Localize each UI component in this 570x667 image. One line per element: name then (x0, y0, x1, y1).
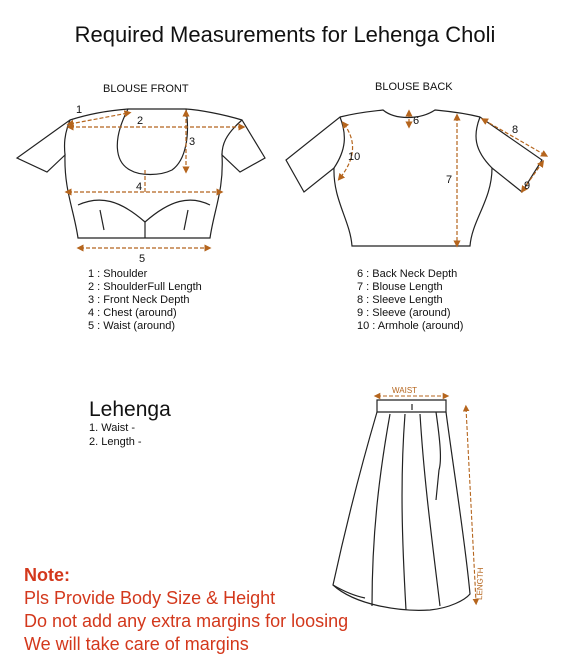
note-line: We will take care of margins (24, 634, 249, 654)
blouse-back-drawing (286, 110, 542, 246)
marker-6: 6 (413, 115, 420, 127)
legend-item: 10 : Armhole (around) (357, 320, 464, 332)
blouse-front-drawing (17, 109, 265, 238)
blouse-front-label: BLOUSE FRONT (103, 83, 189, 95)
marker-10: 10 (348, 151, 361, 163)
legend-item: 4 : Chest (around) (88, 307, 177, 319)
note-heading: Note: (24, 565, 70, 585)
blouse-front-measure-lines (68, 113, 242, 248)
legend-item: 2 : ShoulderFull Length (88, 281, 202, 293)
lehenga-item-waist: 1. Waist - (89, 422, 136, 434)
marker-8: 8 (512, 124, 519, 136)
blouse-back-label: BLOUSE BACK (375, 81, 453, 93)
lehenga-drawing (333, 400, 470, 610)
lehenga-measure-lines (377, 396, 476, 602)
note-block (24, 564, 348, 656)
marker-4: 4 (136, 181, 143, 193)
legend-item: 3 : Front Neck Depth (88, 294, 190, 306)
note-line: Do not add any extra margins for loosing (24, 611, 349, 631)
note-line: Pls Provide Body Size & Height (24, 588, 276, 608)
lehenga-waist-label: WAIST (392, 386, 418, 395)
legend-item: 7 : Blouse Length (357, 281, 443, 293)
legend-item: 9 : Sleeve (around) (357, 307, 451, 319)
lehenga-length-label: LENGTH (475, 567, 486, 601)
lehenga-measurement-list (89, 421, 142, 449)
marker-2: 2 (137, 115, 144, 127)
page-title: Required Measurements for Lehenga Choli (74, 22, 496, 47)
lehenga-title: Lehenga (89, 398, 171, 421)
marker-5: 5 (139, 253, 146, 265)
marker-9: 9 (524, 180, 531, 192)
lehenga-item-length: 2. Length - (89, 436, 142, 448)
legend-item: 1 : Shoulder (88, 268, 148, 280)
legend-item: 8 : Sleeve Length (357, 294, 443, 306)
marker-3: 3 (189, 136, 196, 148)
marker-7: 7 (446, 174, 453, 186)
marker-1: 1 (76, 104, 83, 116)
blouse-front-legend (88, 268, 202, 333)
blouse-back-legend (357, 268, 463, 333)
legend-item: 6 : Back Neck Depth (357, 268, 458, 280)
legend-item: 5 : Waist (around) (88, 320, 176, 332)
